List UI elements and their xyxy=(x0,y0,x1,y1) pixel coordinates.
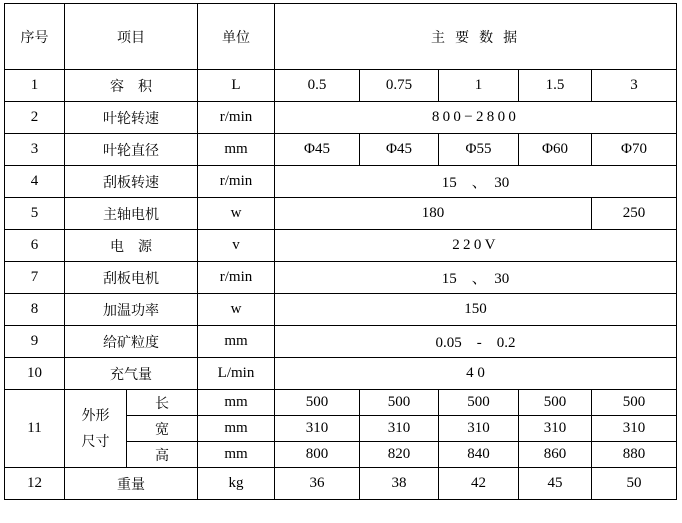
row-value: 3 xyxy=(592,70,677,102)
row-value: 500 xyxy=(592,390,677,416)
row-value: 1 xyxy=(439,70,519,102)
row-index: 9 xyxy=(5,326,65,358)
row-index: 6 xyxy=(5,230,65,262)
row-value: 880 xyxy=(592,442,677,468)
row-index: 1 xyxy=(5,70,65,102)
row-merged-value: 150 xyxy=(275,294,677,326)
row-value: 36 xyxy=(275,468,360,500)
header-data: 主 要 数 据 xyxy=(275,4,677,70)
row-value: 860 xyxy=(519,442,592,468)
row-value: Φ55 xyxy=(439,134,519,166)
row-value: 1.5 xyxy=(519,70,592,102)
row-unit: r/min xyxy=(198,102,275,134)
table-row xyxy=(5,294,677,326)
row-merged-value: 180 xyxy=(275,198,592,230)
row-value: Φ70 xyxy=(592,134,677,166)
row-value: 38 xyxy=(360,468,439,500)
row-value: 45 xyxy=(519,468,592,500)
table-row xyxy=(5,326,677,358)
table-row xyxy=(5,230,677,262)
row-value: 310 xyxy=(439,416,519,442)
row-item: 给矿粒度 xyxy=(65,326,198,358)
header-item: 项目 xyxy=(65,4,198,70)
row-unit: L/min xyxy=(198,358,275,390)
row-unit: r/min xyxy=(198,166,275,198)
row-item: 刮板电机 xyxy=(65,262,198,294)
row-item: 加温功率 xyxy=(65,294,198,326)
row-item: 容 积 xyxy=(65,70,198,102)
row-value: 250 xyxy=(592,198,677,230)
header-index: 序号 xyxy=(5,4,65,70)
table-row xyxy=(5,70,677,102)
dimension-length-label: 长 xyxy=(127,390,198,416)
row-value: 500 xyxy=(360,390,439,416)
row-unit: w xyxy=(198,198,275,230)
row-item: 叶轮直径 xyxy=(65,134,198,166)
row-item: 电 源 xyxy=(65,230,198,262)
table-row xyxy=(5,102,677,134)
row-value: 0.75 xyxy=(360,70,439,102)
table-row xyxy=(5,468,677,500)
row-value: 840 xyxy=(439,442,519,468)
row-index: 10 xyxy=(5,358,65,390)
header-unit: 单位 xyxy=(198,4,275,70)
row-value: 800 xyxy=(275,442,360,468)
row-value: Φ45 xyxy=(360,134,439,166)
row-unit: mm xyxy=(198,416,275,442)
row-unit: r/min xyxy=(198,262,275,294)
row-index: 3 xyxy=(5,134,65,166)
row-value: 500 xyxy=(439,390,519,416)
table-row xyxy=(5,198,677,230)
row-index: 12 xyxy=(5,468,65,500)
row-value: 310 xyxy=(275,416,360,442)
dimension-group-bottom: 尺寸 xyxy=(81,433,110,450)
row-item: 刮板转速 xyxy=(65,166,198,198)
row-item: 主轴电机 xyxy=(65,198,198,230)
row-value: 820 xyxy=(360,442,439,468)
header-row xyxy=(5,4,677,70)
row-unit: mm xyxy=(198,134,275,166)
row-value: Φ60 xyxy=(519,134,592,166)
row-unit: mm xyxy=(198,326,275,358)
spec-table xyxy=(4,3,677,500)
row-merged-value: 220V xyxy=(275,230,677,262)
row-value: 310 xyxy=(360,416,439,442)
row-value: 0.5 xyxy=(275,70,360,102)
row-value: 500 xyxy=(519,390,592,416)
row-merged-value: 0.05 - 0.2 xyxy=(275,326,677,358)
dimension-group-top: 外形 xyxy=(81,407,110,424)
row-value: 310 xyxy=(519,416,592,442)
row-value: Φ45 xyxy=(275,134,360,166)
table-row xyxy=(5,134,677,166)
row-unit: kg xyxy=(198,468,275,500)
row-merged-value: 4 0 xyxy=(275,358,677,390)
row-index: 11 xyxy=(5,390,65,468)
row-value: 50 xyxy=(592,468,677,500)
row-value: 42 xyxy=(439,468,519,500)
row-item: 充气量 xyxy=(65,358,198,390)
row-merged-value: 15 、 30 xyxy=(275,262,677,294)
row-item: 重量 xyxy=(65,468,198,500)
row-value: 310 xyxy=(592,416,677,442)
row-unit: w xyxy=(198,294,275,326)
row-index: 4 xyxy=(5,166,65,198)
dimension-width-label: 宽 xyxy=(127,416,198,442)
dimension-group-label xyxy=(65,390,127,468)
row-merged-value: 800−2800 xyxy=(275,102,677,134)
row-item: 叶轮转速 xyxy=(65,102,198,134)
dimension-height-label: 高 xyxy=(127,442,198,468)
table-row xyxy=(5,166,677,198)
row-unit: v xyxy=(198,230,275,262)
row-value: 500 xyxy=(275,390,360,416)
row-index: 2 xyxy=(5,102,65,134)
row-index: 5 xyxy=(5,198,65,230)
table-row xyxy=(5,358,677,390)
row-merged-value: 15 、 30 xyxy=(275,166,677,198)
dimension-row-length xyxy=(5,390,677,416)
row-unit: mm xyxy=(198,442,275,468)
table-row xyxy=(5,262,677,294)
row-index: 8 xyxy=(5,294,65,326)
row-unit: L xyxy=(198,70,275,102)
row-unit: mm xyxy=(198,390,275,416)
row-index: 7 xyxy=(5,262,65,294)
